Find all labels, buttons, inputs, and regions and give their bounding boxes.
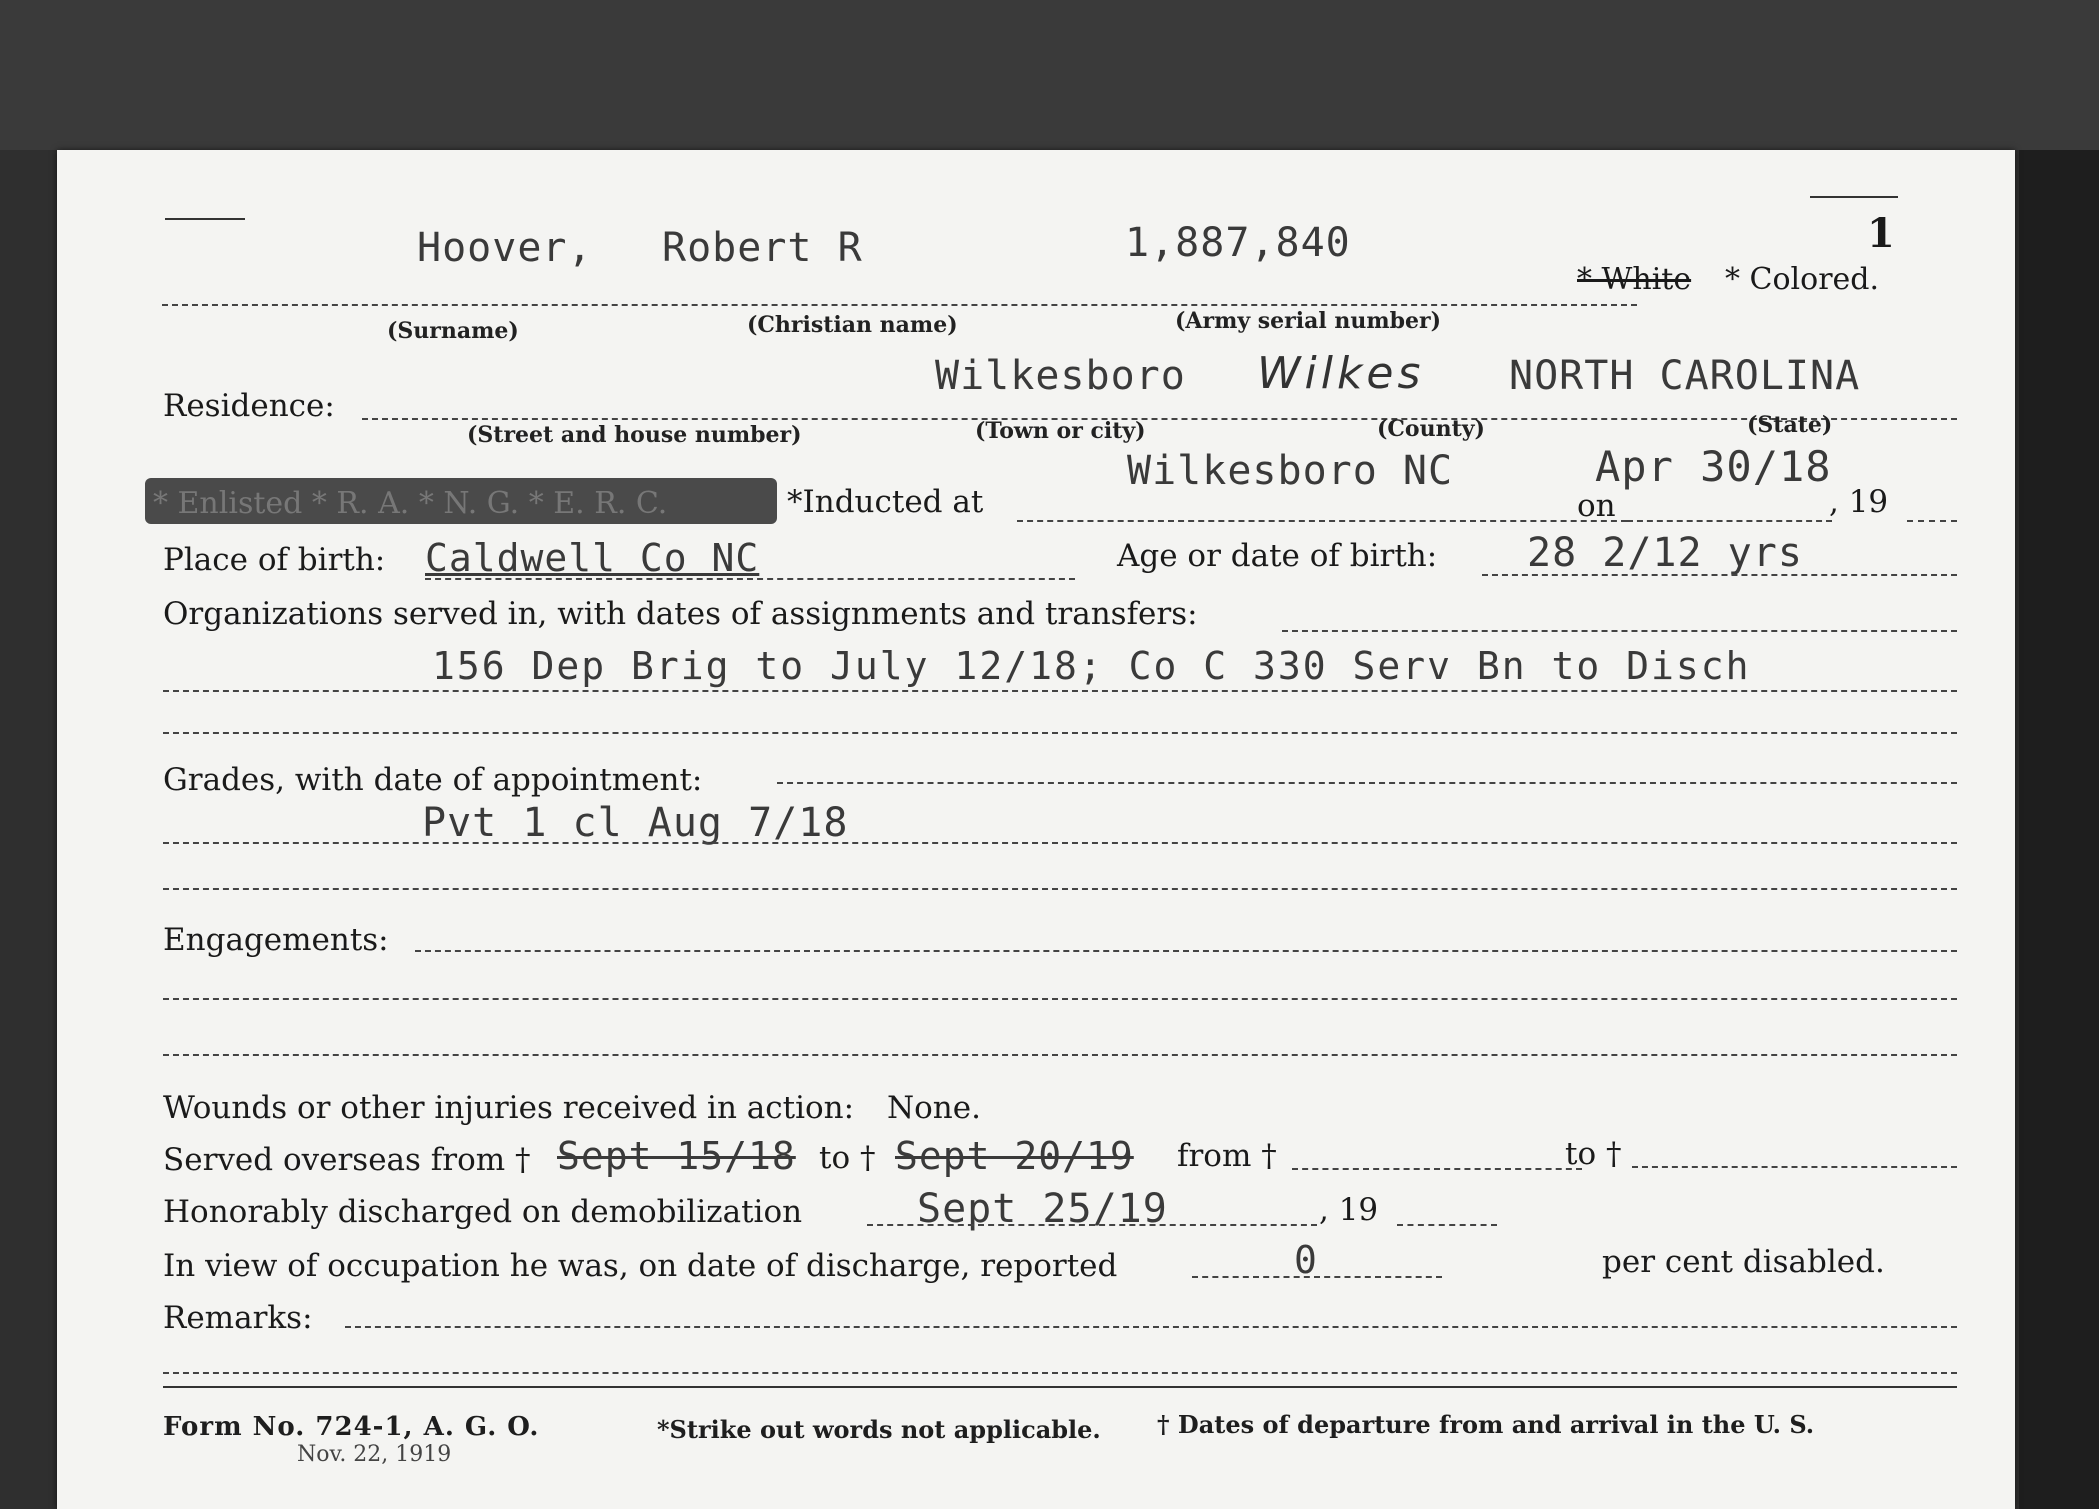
top-right-rule — [1810, 196, 1898, 198]
overseas-from2-label: from † — [1177, 1138, 1277, 1174]
surname-value: Hoover, — [417, 225, 593, 271]
remarks-label: Remarks: — [163, 1300, 313, 1336]
disability-label: In view of occupation he was, on date of discharge, reported — [163, 1248, 1118, 1284]
state-caption: (State) — [1747, 412, 1833, 438]
grades-entry: Pvt 1 cl Aug 7/18 — [422, 800, 849, 846]
remarks-line-2 — [163, 1372, 1957, 1374]
grades-line-1 — [777, 782, 1957, 784]
strike-out-note: *Strike out words not applicable. — [657, 1415, 1101, 1444]
christian-name-value: Robert R — [662, 225, 863, 271]
discharge-label: Honorably discharged on demobilization — [163, 1194, 803, 1230]
inducted-at-line — [1017, 520, 1627, 522]
form-number: Form No. 724-1, A. G. O. — [163, 1412, 540, 1442]
organizations-entry: 156 Dep Brig to July 12/18; Co C 330 Serv Bn to Disch — [432, 644, 1751, 688]
footer-rule — [163, 1386, 1957, 1388]
grades-line-2 — [163, 842, 1957, 844]
organizations-line-1 — [1282, 630, 1957, 632]
place-of-birth-line — [425, 578, 1075, 580]
age-label: Age or date of birth: — [1117, 538, 1438, 574]
race-white-option: * White — [1577, 262, 1692, 297]
grades-line-3 — [163, 888, 1957, 890]
disability-line — [1192, 1276, 1442, 1278]
disability-value: 0 — [1294, 1238, 1318, 1282]
surname-caption: (Surname) — [387, 318, 519, 344]
dates-note: † Dates of departure from and arrival in the U. S. — [1157, 1410, 1815, 1439]
residence-state-value: NORTH CAROLINA — [1509, 353, 1861, 399]
remarks-line-1 — [345, 1326, 1957, 1328]
discharge-year-prefix: , 19 — [1319, 1192, 1379, 1228]
engagements-line-2 — [163, 998, 1957, 1000]
inducted-year-prefix: , 19 — [1829, 484, 1889, 520]
organizations-line-3 — [163, 732, 1957, 734]
overseas-to-label: to † — [819, 1140, 876, 1176]
engagements-label: Engagements: — [163, 922, 389, 958]
inducted-place-value: Wilkesboro NC — [1127, 448, 1454, 494]
engagements-line-1 — [415, 950, 1957, 952]
overseas-from-label: Served overseas from † — [163, 1142, 531, 1178]
serial-number-caption: (Army serial number) — [1175, 308, 1442, 334]
wounds-label: Wounds or other injuries received in action: — [163, 1090, 855, 1126]
organizations-label: Organizations served in, with dates of assignments and transfers: — [163, 596, 1198, 632]
service-record-card — [57, 150, 2015, 1509]
overseas-to2-label: to † — [1565, 1136, 1622, 1172]
discharge-date-line — [867, 1224, 1317, 1226]
street-caption: (Street and house number) — [467, 422, 802, 448]
place-of-birth-value: Caldwell Co NC — [425, 536, 760, 580]
residence-line — [362, 418, 1957, 420]
inducted-on-label: on — [1577, 488, 1616, 524]
age-value: 28 2/12 yrs — [1527, 530, 1803, 576]
place-of-birth-label: Place of birth: — [163, 542, 386, 578]
disability-suffix: per cent disabled. — [1602, 1244, 1885, 1280]
overseas-to-date: Sept 20/19 — [895, 1134, 1134, 1178]
enlisted-options: * Enlisted * R. A. * N. G. * E. R. C. — [153, 486, 668, 521]
inducted-year-line — [1907, 520, 1957, 522]
overseas-to2-line — [1632, 1166, 1957, 1168]
town-caption: (Town or city) — [975, 418, 1146, 444]
residence-label: Residence: — [163, 388, 335, 424]
residence-town-value: Wilkesboro — [935, 353, 1186, 399]
card-number: 1 — [1867, 210, 1895, 257]
christian-name-caption: (Christian name) — [747, 312, 958, 338]
organizations-line-2 — [163, 690, 1957, 692]
age-line — [1482, 574, 1957, 576]
discharge-year-line — [1397, 1224, 1497, 1226]
top-left-rule — [165, 218, 245, 220]
overseas-from-date: Sept 15/18 — [557, 1134, 796, 1178]
grades-label: Grades, with date of appointment: — [163, 762, 703, 798]
wounds-value: None. — [887, 1090, 981, 1126]
overseas-from2-line — [1292, 1168, 1582, 1170]
race-colored-option: * Colored. — [1725, 262, 1880, 297]
inducted-date-value: Apr 30/18 — [1595, 442, 1832, 491]
scan-background-right — [2019, 150, 2099, 1509]
engagements-line-3 — [163, 1054, 1957, 1056]
inducted-date-line — [1627, 520, 1832, 522]
discharge-date-value: Sept 25/19 — [917, 1186, 1168, 1232]
serial-number-value: 1,887,840 — [1125, 220, 1351, 266]
name-line — [162, 304, 1637, 306]
county-caption: (County) — [1377, 416, 1485, 442]
form-date: Nov. 22, 1919 — [297, 1442, 452, 1467]
inducted-at-label: *Inducted at — [787, 484, 984, 520]
residence-county-value: Wilkes — [1257, 348, 1425, 399]
scan-background-top — [0, 0, 2099, 150]
